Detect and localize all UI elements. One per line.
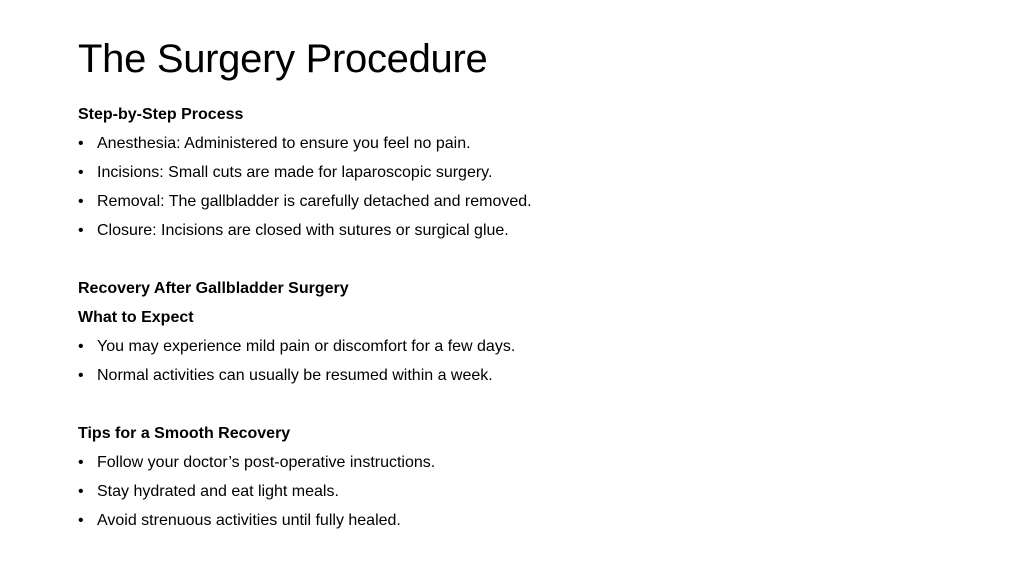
list-item-text: Closure: Incisions are closed with sutures or surgical glue. (97, 222, 509, 239)
section-heading-recovery: Recovery After Gallbladder Surgery (78, 280, 349, 297)
bullet-icon: • (78, 222, 84, 239)
list-item-text: Incisions: Small cuts are made for laparoscopic surgery. (97, 164, 493, 181)
spacer (78, 245, 978, 274)
list-item (78, 448, 978, 477)
list-item-text: Normal activities can usually be resumed within a week. (97, 367, 493, 384)
slide-content (78, 100, 978, 535)
slide-title: The Surgery Procedure (78, 37, 488, 81)
list-item (78, 332, 978, 361)
bullet-icon: • (78, 135, 84, 152)
bullet-icon: • (78, 338, 84, 355)
list-item-text: Stay hydrated and eat light meals. (97, 483, 339, 500)
list-item-text: Removal: The gallbladder is carefully detached and removed. (97, 193, 532, 210)
list-item-text: You may experience mild pain or discomfort for a few days. (97, 338, 516, 355)
list-item-text: Avoid strenuous activities until fully healed. (97, 512, 401, 529)
list-item (78, 361, 978, 390)
list-item-text: Anesthesia: Administered to ensure you feel no pain. (97, 135, 471, 152)
list-item-text: Follow your doctor’s post-operative instructions. (97, 454, 436, 471)
list-item (78, 506, 978, 535)
bullet-icon: • (78, 512, 84, 529)
list-item (78, 477, 978, 506)
bullet-icon: • (78, 193, 84, 210)
spacer (78, 390, 978, 419)
list-item (78, 187, 978, 216)
section-subheading-what-to-expect: What to Expect (78, 309, 194, 326)
list-item (78, 216, 978, 245)
bullet-icon: • (78, 164, 84, 181)
bullet-icon: • (78, 367, 84, 384)
list-item (78, 129, 978, 158)
section-heading-tips: Tips for a Smooth Recovery (78, 425, 291, 442)
section-heading-step-by-step: Step-by-Step Process (78, 106, 244, 123)
bullet-icon: • (78, 483, 84, 500)
list-item (78, 158, 978, 187)
bullet-icon: • (78, 454, 84, 471)
